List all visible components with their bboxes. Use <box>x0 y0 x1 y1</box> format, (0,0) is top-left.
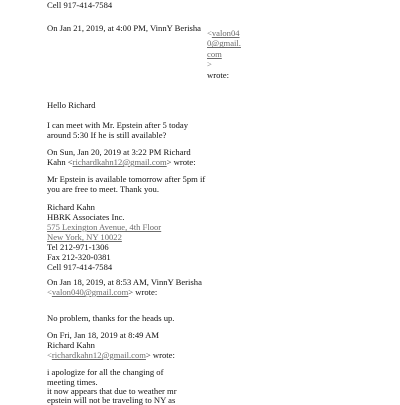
signature-tel: Tel 212-971-1306 <box>47 242 109 252</box>
signature-address1[interactable]: 575 Lexington Avenue, 4th Floor <box>47 222 162 232</box>
reply-header-jan20-line2 <box>47 157 196 167</box>
message2-line2: you are free to meet. Thank you. <box>47 184 159 194</box>
email-link-richard[interactable]: richardkahn12@gmail.com <box>51 350 146 360</box>
message4-line3: it now appears that due to weather mr <box>47 386 177 396</box>
email-open-bracket: < <box>47 350 52 360</box>
message1-line2: around 5:30 If he is still available? <box>47 130 167 140</box>
message4-line4: epstein will not be traveling to NY as <box>47 395 176 405</box>
email-link-valon[interactable]: valon040@gmail.com <box>51 287 129 297</box>
signature-fax: Fax 212-320-0381 <box>47 252 111 262</box>
reply-header-jan20: On Sun, Jan 20, 2019 at 3:22 PM Richard <box>47 147 191 157</box>
reply-name: Kahn < <box>47 157 73 167</box>
reply-header-fri-jan18-email <box>47 350 175 360</box>
wrote-label: > wrote: <box>166 157 196 167</box>
greeting: Hello Richard <box>47 100 96 110</box>
message1-line1: I can meet with Mr. Epstein after 5 today <box>47 120 189 130</box>
signature-name: Richard Kahn <box>47 202 95 212</box>
reply-header-fri-jan18-name: Richard Kahn <box>47 340 95 350</box>
reply-header-jan18-line2 <box>47 287 157 297</box>
signature-address2[interactable]: New York, NY 10022 <box>47 232 122 242</box>
reply-header-fri-jan18: On Fri, Jan 18, 2019 at 8:49 AM <box>47 330 159 340</box>
signature-company: HBRK Associates Inc. <box>47 212 125 222</box>
email-open-bracket: < <box>207 28 212 38</box>
email-open-bracket: < <box>47 287 52 297</box>
email-link-valon[interactable]: valon040@gmail.com <box>207 28 241 59</box>
message3: No problem, thanks for the heads up. <box>47 313 175 323</box>
reply-email-jan21 <box>207 28 243 80</box>
wrote-label: > wrote: <box>145 350 175 360</box>
wrote-label: wrote: <box>207 69 229 80</box>
message4-line2: meeting times. <box>47 377 98 387</box>
reply-header-jan21: On Jan 21, 2019, at 4:00 PM, VinnY Berisha <box>47 23 201 33</box>
top-cell-line: Cell 917-414-7584 <box>47 0 113 10</box>
wrote-label: > wrote: <box>128 287 158 297</box>
email-link-richard[interactable]: richardkahn12@gmail.com <box>72 157 167 167</box>
email-close-bracket: > <box>207 59 212 70</box>
message2-line1: Mr Epstein is available tomorrow after 5pm if <box>47 174 206 184</box>
message4-line1: i apologize for all the changing of <box>47 367 164 377</box>
signature-cell: Cell 917-414-7584 <box>47 262 113 272</box>
reply-header-jan18: On Jan 18, 2019, at 8:53 AM, VinnY Berisha <box>47 277 202 287</box>
